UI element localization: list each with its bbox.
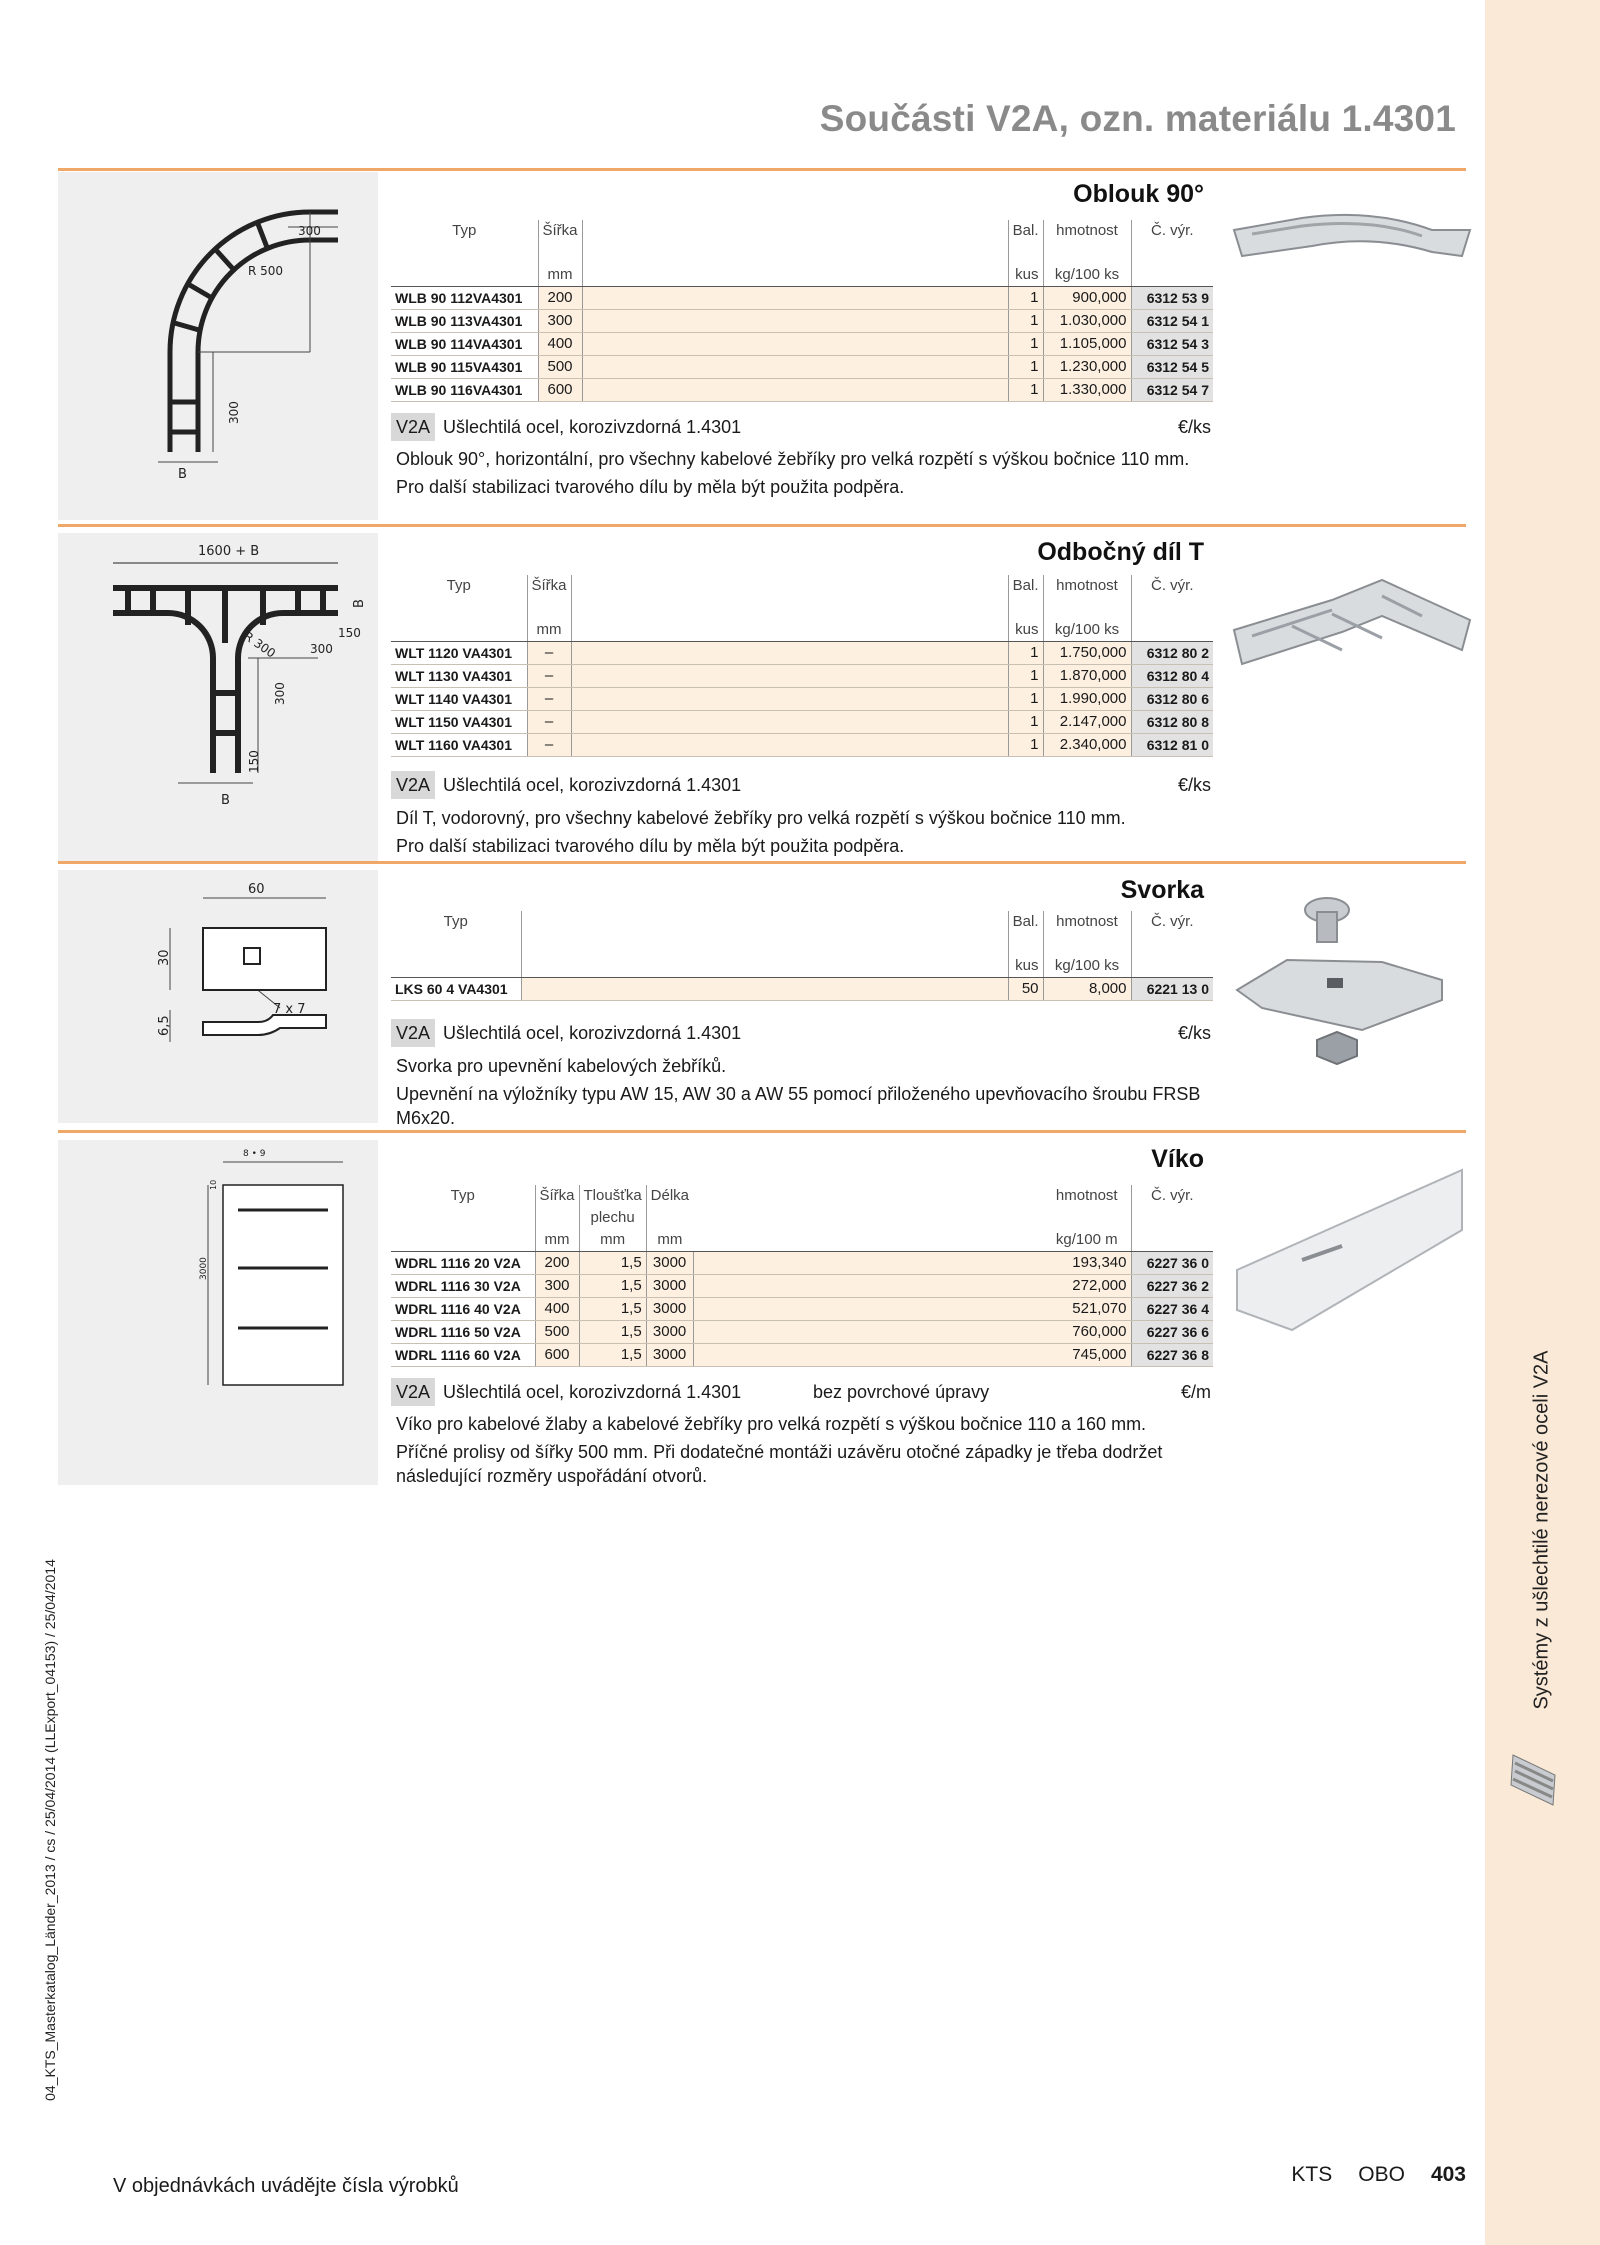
hdr-cvyr: Č. výr. — [1131, 575, 1213, 597]
table-clamp — [391, 911, 1213, 1001]
footer-brand-kts: KTS — [1291, 2163, 1333, 2186]
table-row: WDRL 1116 40 V2A 400 1,5 3000 521,070 6227 36 4 — [391, 1298, 1213, 1321]
unit-kg100m: kg/100 m — [1043, 1229, 1131, 1252]
hdr-typ: Typ — [452, 222, 477, 239]
dim-3000: 3000 — [199, 1257, 209, 1280]
section-description: Oblouk 90°, horizontální, pro všechny kabelové žebříky pro velká rozpětí s výškou bočnice 110 mm. Pro další stabilizaci tvarového dílu by měla být použita podpěra. — [396, 449, 1190, 497]
dim-300-top: 300 — [298, 224, 321, 238]
photo-cover — [1232, 1160, 1472, 1340]
material-text: Ušlechtilá ocel, korozivzdorná 1.4301 — [443, 417, 742, 437]
table-row: WDRL 1116 50 V2A 500 1,5 3000 760,000 6227 36 6 — [391, 1321, 1213, 1344]
table-row: WLB 90 113VA4301 300 1 1.030,000 6312 54 1 — [391, 310, 1213, 333]
material-tag: V2A — [391, 1378, 435, 1406]
table-row: WLT 1160 VA4301 – 1 2.340,000 6312 81 0 — [391, 734, 1213, 757]
unit-kus: kus — [1008, 955, 1043, 978]
table-cover — [391, 1185, 1213, 1367]
price-unit: €/ks — [1177, 417, 1211, 437]
material-tag: V2A — [391, 413, 435, 441]
unit-mm: mm — [579, 1229, 646, 1252]
section-title-t-piece: Odbočný díl T — [1037, 538, 1204, 566]
drawing-bend-90 — [58, 172, 378, 520]
price-unit: €/m — [1180, 1382, 1211, 1402]
table-t-piece — [391, 575, 1213, 757]
hdr-bal: Bal. — [1008, 220, 1043, 242]
material-text: Ušlechtilá ocel, korozivzdorná 1.4301 — [443, 1023, 742, 1043]
dim-30: 30 — [157, 949, 172, 966]
table-row: WLB 90 114VA4301 400 1 1.105,000 6312 54 3 — [391, 333, 1213, 356]
hdr-sirka: Šířka — [538, 220, 582, 242]
unit-mm: mm — [538, 264, 582, 287]
hdr-delka: Délka — [646, 1185, 693, 1207]
section-title-cover: Víko — [1151, 1145, 1204, 1173]
hdr-hmotnost: hmotnost — [1043, 911, 1131, 933]
dim-1600-b: 1600 + B — [198, 544, 260, 559]
photo-bend-90 — [1232, 190, 1472, 270]
dim-150-a: 150 — [338, 626, 361, 640]
hdr-bal: Bal. — [1008, 911, 1043, 933]
dim-b: B — [221, 793, 230, 808]
footer-brand-obo: OBO — [1358, 2163, 1405, 2186]
dim-300-side: 300 — [227, 401, 241, 424]
hdr-sirka: Šířka — [527, 575, 571, 597]
surface-finish: bez povrchové úpravy — [813, 1382, 990, 1402]
hdr-typ: Typ — [446, 577, 471, 594]
drawing-clamp — [58, 870, 378, 1123]
material-text: Ušlechtilá ocel, korozivzdorná 1.4301 — [443, 775, 742, 795]
dim-top: 8 • 9 — [243, 1149, 266, 1159]
hdr-typ: Typ — [450, 1187, 475, 1204]
unit-mm: mm — [646, 1229, 693, 1252]
footer-brand — [1265, 2163, 1466, 2187]
dim-6-5: 6,5 — [157, 1015, 172, 1036]
hdr-tloustka: Tloušťka plechu — [579, 1185, 646, 1229]
dim-radius: R 500 — [248, 264, 284, 278]
table-row: WDRL 1116 20 V2A 200 1,5 3000 193,340 6227 36 0 — [391, 1252, 1213, 1275]
unit-mm: mm — [535, 1229, 579, 1252]
section-divider — [58, 861, 1466, 864]
section-description: Díl T, vodorovný, pro všechny kabelové žebříky pro velká rozpětí s výškou bočnice 110 mm. Pro další stabilizaci tvarového dílu by měla být použita podpěra. — [396, 808, 1126, 856]
table-bend — [391, 220, 1213, 402]
section-title-bend: Oblouk 90° — [1073, 180, 1204, 208]
hdr-hmotnost: hmotnost — [1043, 575, 1131, 597]
dim-b: B — [178, 467, 187, 482]
side-category-label: Systémy z ušlechtilé nerezové oceli V2A — [1530, 1350, 1553, 1710]
print-metadata: 04_KTS_Masterkatalog_Länder_2013 / cs / 25/04/2014 (LLExport_04153) / 25/04/2014 — [42, 1559, 58, 2101]
section-title-clamp: Svorka — [1120, 876, 1204, 904]
section-divider — [58, 1130, 1466, 1133]
dim-radius: R 300 — [241, 628, 279, 661]
dim-b-side: B — [352, 599, 367, 608]
dim-300-b: 300 — [273, 682, 287, 705]
material-line — [391, 1019, 1213, 1047]
table-row: WLT 1120 VA4301 – 1 1.750,000 6312 80 2 — [391, 642, 1213, 665]
material-line — [391, 771, 1213, 799]
table-row: WLB 90 112VA4301 200 1 900,000 6312 53 9 — [391, 287, 1213, 310]
footer-order-note: V objednávkách uvádějte čísla výrobků — [113, 2175, 459, 2197]
table-row: WLT 1130 VA4301 – 1 1.870,000 6312 80 4 — [391, 665, 1213, 688]
page-title: Součásti V2A, ozn. materiálu 1.4301 — [819, 98, 1456, 139]
dim-60: 60 — [248, 882, 265, 897]
dim-small: 10 — [209, 1179, 218, 1190]
table-row: WDRL 1116 30 V2A 300 1,5 3000 272,000 6227 36 2 — [391, 1275, 1213, 1298]
cable-ladder-icon — [1505, 1745, 1565, 1815]
dim-150-b: 150 — [247, 750, 261, 773]
section-divider — [58, 168, 1466, 171]
section-description: Víko pro kabelové žlaby a kabelové žebříky pro velká rozpětí s výškou bočnice 110 a 160 mm. Příčné prolisy od šířky 500 mm. Při dodatečné montáži uzávěru otočné západky je třeba dodržet následující rozměry uspořádání otvorů. — [396, 1414, 1163, 1486]
page-number: 403 — [1430, 2163, 1466, 2186]
section-divider — [58, 524, 1466, 527]
unit-kg100ks: kg/100 ks — [1043, 619, 1131, 642]
table-row: WDRL 1116 60 V2A 600 1,5 3000 745,000 6227 36 8 — [391, 1344, 1213, 1367]
material-tag: V2A — [391, 1019, 435, 1047]
dim-300-a: 300 — [310, 642, 333, 656]
section-description: Svorka pro upevnění kabelových žebříků. Upevnění na výložníky typu AW 15, AW 30 a AW 55 pomocí přiloženého upevňovacího šroubu FRSB M6x20. — [396, 1056, 1201, 1128]
table-row: WLB 90 115VA4301 500 1 1.230,000 6312 54 5 — [391, 356, 1213, 379]
hdr-cvyr: Č. výr. — [1131, 220, 1213, 242]
hdr-cvyr: Č. výr. — [1131, 1185, 1213, 1207]
hdr-typ: Typ — [443, 913, 468, 930]
unit-kus: kus — [1008, 619, 1043, 642]
unit-kg100ks: kg/100 ks — [1043, 264, 1131, 287]
photo-t-piece — [1232, 560, 1472, 670]
table-row: LKS 60 4 VA4301 50 8,000 6221 13 0 — [391, 978, 1213, 1001]
table-row: WLT 1140 VA4301 – 1 1.990,000 6312 80 6 — [391, 688, 1213, 711]
table-row: WLT 1150 VA4301 – 1 2.147,000 6312 80 8 — [391, 711, 1213, 734]
material-text: Ušlechtilá ocel, korozivzdorná 1.4301 — [443, 1382, 742, 1402]
material-tag: V2A — [391, 771, 435, 799]
photo-clamp — [1232, 890, 1472, 1070]
side-band — [1485, 0, 1600, 2245]
price-unit: €/ks — [1177, 1023, 1211, 1043]
unit-mm: mm — [527, 619, 571, 642]
dim-7x7: 7 x 7 — [273, 1002, 306, 1017]
material-line — [391, 1378, 1213, 1406]
price-unit: €/ks — [1177, 775, 1211, 795]
hdr-cvyr: Č. výr. — [1131, 911, 1213, 933]
table-row: WLB 90 116VA4301 600 1 1.330,000 6312 54 7 — [391, 379, 1213, 402]
hdr-sirka: Šířka — [535, 1185, 579, 1207]
material-line — [391, 413, 1213, 441]
hdr-bal: Bal. — [1008, 575, 1043, 597]
hdr-hmotnost: hmotnost — [1055, 1187, 1118, 1204]
drawing-cover — [58, 1140, 378, 1485]
drawing-t-piece — [58, 533, 378, 861]
unit-kg100ks: kg/100 ks — [1043, 955, 1131, 978]
unit-kus: kus — [1008, 264, 1043, 287]
hdr-hmotnost: hmotnost — [1043, 220, 1131, 242]
